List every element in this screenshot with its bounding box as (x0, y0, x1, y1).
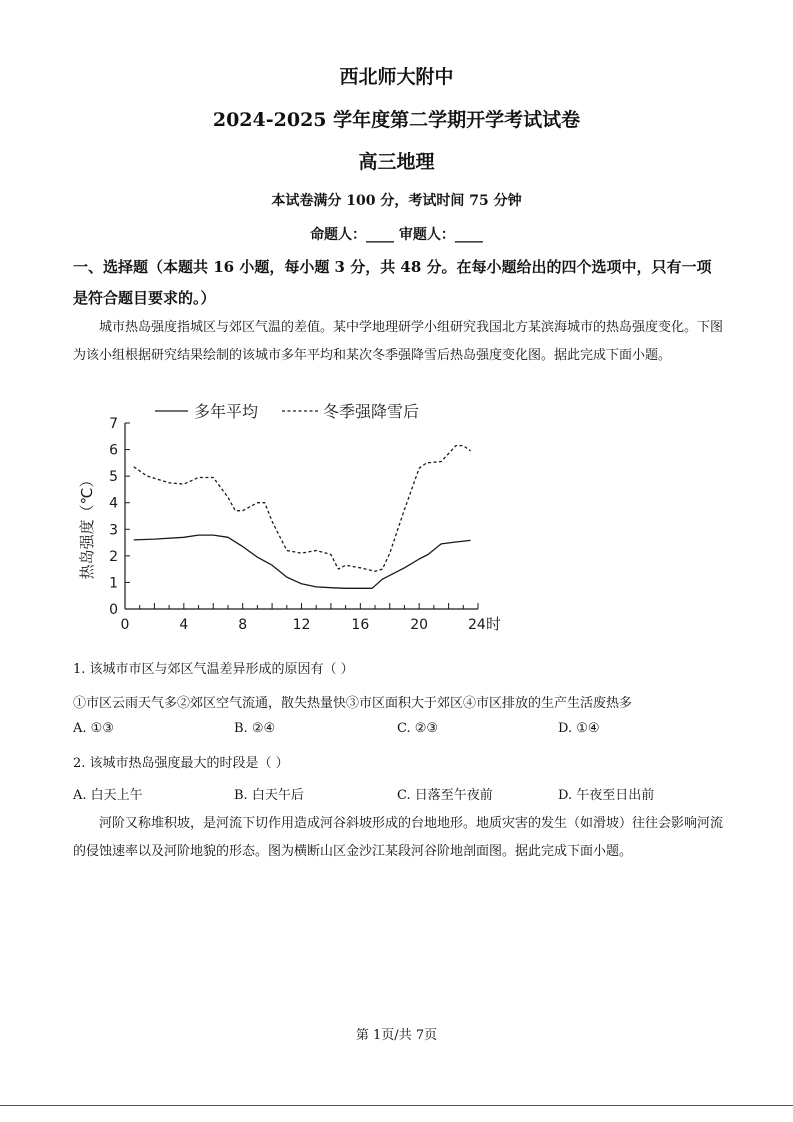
y-axis-label: 热岛强度（℃） (78, 472, 96, 580)
y-tick-label: 5 (109, 469, 118, 486)
x-tick-label: 20 (410, 617, 429, 633)
exam-note: 本试卷满分 100 分，考试时间 75 分钟 (271, 193, 522, 209)
subject-title: 高三地理 (358, 151, 435, 173)
legend-label-1: 多年平均 (194, 402, 259, 421)
x-tick-label: 4 (179, 617, 189, 633)
y-tick-label: 2 (109, 548, 118, 565)
y-tick-label: 7 (109, 416, 118, 432)
question-2-stem: 2. 该城市热岛强度最大的时段是（ ） (73, 756, 289, 771)
legend-label-2: 冬季强降雪后 (323, 402, 420, 421)
x-tick-label: 16 (351, 617, 370, 633)
q2-option-a[interactable]: A. 白天上午 (73, 788, 143, 803)
x-tick-label: 24 (468, 617, 486, 633)
q2-option-c[interactable]: C. 日落至午夜前 (397, 788, 493, 803)
bottom-rule (0, 1105, 793, 1106)
y-tick-label: 3 (109, 522, 118, 539)
passage-1: 城市热岛强度指城区与郊区气温的差值。某中学地理研学小组研究我国北方某滨海城市的热岛强度变化。下图为该小组根据研究结果绘制的该城市多年平均和某次冬季强降雪后热岛强度变化图。据此完成下面小题。 (73, 320, 724, 363)
setters-line: 命题人：____ 审题人：____ (310, 227, 483, 243)
question-1-stem: 1. 该城市市区与郊区气温差异形成的原因有（ ） (73, 662, 354, 677)
q1-option-a[interactable]: A. ①③ (73, 721, 114, 736)
exam-title: 2024-2025 学年度第二学期开学考试试卷 (212, 109, 581, 131)
y-tick-label: 4 (109, 495, 118, 512)
x-tick-label: 0 (120, 617, 130, 633)
q2-option-b[interactable]: B. 白天午后 (234, 788, 304, 803)
q1-option-d[interactable]: D. ①④ (558, 721, 600, 736)
x-axis-label: 时 (486, 615, 502, 633)
x-tick-label: 8 (238, 617, 248, 633)
question-1-statements: ①市区云雨天气多②郊区空气流通，散失热量快③市区面积大于郊区④市区排放的生产生活废热多 (73, 696, 633, 711)
heat-island-chart (70, 397, 520, 637)
q2-option-d[interactable]: D. 午夜至日出前 (558, 788, 655, 803)
y-tick-label: 0 (109, 602, 118, 618)
series-line-2 (134, 446, 471, 572)
passage-2: 河阶又称堆积坡，是河流下切作用造成河谷斜坡形成的台地地形。地质灾害的发生（如滑坡）往往会影响河流的侵蚀速率以及河阶地貌的形态。图为横断山区金沙江某段河谷阶地剖面图。据此完成下面小题。 (73, 816, 724, 859)
q1-option-b[interactable]: B. ②④ (234, 721, 276, 736)
page-footer: 第 1页/共 7页 (355, 1028, 438, 1043)
section-heading: 一、选择题（本题共 16 小题，每小题 3 分，共 48 分。在每小题给出的四个选项中，只有一项是符合题目要求的。） (73, 258, 712, 307)
y-tick-label: 1 (109, 575, 118, 592)
x-tick-label: 12 (292, 617, 311, 633)
series-line-1 (134, 535, 471, 588)
school-name: 西北师大附中 (339, 66, 454, 88)
q1-option-c[interactable]: C. ②③ (397, 721, 439, 736)
y-tick-label: 6 (109, 442, 118, 459)
